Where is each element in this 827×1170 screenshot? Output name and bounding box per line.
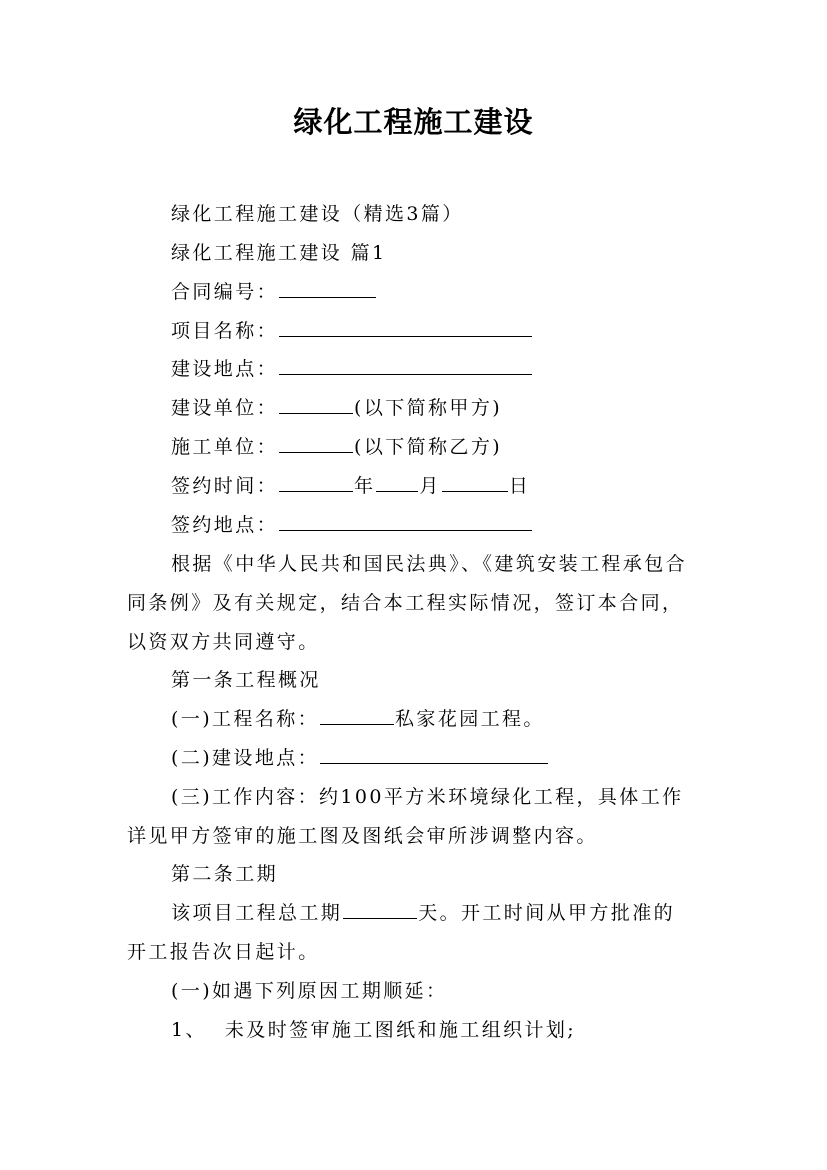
- field-contract-no: [171, 277, 377, 304]
- para-text: 天。开工时间从甲方批准的: [418, 902, 676, 924]
- article1-item3: (三)工作内容：约100平方米环境绿化工程，具体工作: [171, 786, 684, 808]
- month-label: 月: [419, 475, 441, 497]
- list-text: 未及时签审施工图纸和施工组织计划;: [224, 1019, 577, 1041]
- para-text: 该项目工程总工期: [171, 902, 343, 924]
- field-label: 签约地点：: [171, 514, 279, 536]
- intro-line: 根据《中华人民共和国民法典》、《建筑安装工程承包合: [171, 553, 688, 575]
- field-sign-site: [171, 510, 533, 537]
- field-build-site: [171, 354, 533, 381]
- article2-item1: (一)如遇下列原因工期顺延：: [171, 980, 448, 1002]
- day-label: 日: [508, 475, 531, 497]
- field-label: 合同编号：: [171, 281, 279, 303]
- article2-heading: 第二条工期: [171, 863, 279, 885]
- intro-line: 同条例》及有关规定，结合本工程实际情况，签订本合同，: [127, 592, 684, 614]
- article1-item3-cont: 详见甲方签审的施工图及图纸会审所涉调整内容。: [127, 825, 598, 847]
- field-label: 签约时间：: [171, 475, 279, 497]
- fill-blank: [279, 280, 376, 298]
- field-build-unit: [171, 393, 502, 420]
- field-label: 施工单位：: [171, 436, 279, 458]
- intro-line: 以资双方共同遵守。: [127, 631, 320, 653]
- fill-blank: [279, 357, 532, 375]
- fill-blank: [442, 474, 508, 492]
- article2-para: [171, 898, 675, 925]
- document-subtitle: 绿化工程施工建设（精选3篇）: [171, 203, 464, 225]
- article1-item1: [171, 704, 545, 731]
- field-note: (以下简称甲方): [354, 397, 503, 419]
- fill-blank: [343, 901, 417, 919]
- section-heading: 绿化工程施工建设 篇1: [171, 242, 387, 264]
- item-label: (二)建设地点：: [171, 747, 320, 769]
- fill-blank: [376, 474, 418, 492]
- list-number: 1、: [171, 1019, 207, 1041]
- article1-item2: [171, 743, 549, 770]
- field-project-name: [171, 316, 533, 343]
- field-label: 项目名称：: [171, 320, 279, 342]
- fill-blank: [279, 513, 532, 531]
- item-label: (一)工程名称：: [171, 708, 320, 730]
- fill-blank: [279, 319, 532, 337]
- article1-heading: 第一条工程概况: [171, 669, 321, 691]
- article2-para-cont: 开工报告次日起计。: [127, 941, 320, 963]
- article2-sub1: [171, 1015, 576, 1042]
- fill-blank: [279, 435, 353, 453]
- field-note: (以下简称乙方): [354, 436, 503, 458]
- field-sign-time: [171, 471, 530, 498]
- document-title: 绿化工程施工建设: [293, 105, 534, 139]
- fill-blank: [279, 474, 353, 492]
- field-label: 建设单位：: [171, 397, 279, 419]
- year-label: 年: [354, 475, 376, 497]
- item-text: 私家花园工程。: [395, 708, 545, 730]
- fill-blank: [320, 707, 394, 725]
- fill-blank: [279, 396, 353, 414]
- field-contractor: [171, 432, 502, 459]
- fill-blank: [320, 746, 548, 764]
- field-label: 建设地点：: [171, 358, 279, 380]
